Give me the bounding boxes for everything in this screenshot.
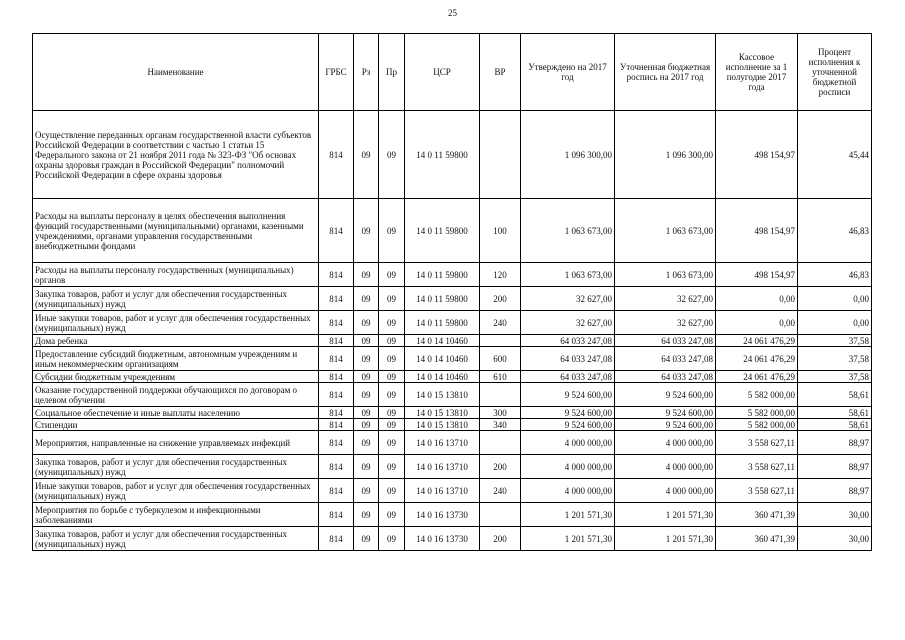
- table-row: [33, 371, 872, 383]
- row-name-cell: Дома ребенка: [33, 335, 319, 347]
- row-vr-cell: 200: [480, 455, 521, 479]
- row-grbs-cell: 814: [319, 311, 354, 335]
- row-csr-cell: 14 0 15 13810: [405, 407, 480, 419]
- row-grbs-cell: 814: [319, 455, 354, 479]
- row-rz-cell: 09: [354, 383, 379, 407]
- table-row: [33, 347, 872, 371]
- row-name-cell: Иные закупки товаров, работ и услуг для обеспечения государственных (муниципальных) нужд: [33, 311, 319, 335]
- table-row: [33, 479, 872, 503]
- row-cash-cell: 24 061 476,29: [716, 371, 798, 383]
- row-refined-cell: 1 201 571,30: [615, 503, 716, 527]
- row-csr-cell: 14 0 11 59800: [405, 311, 480, 335]
- row-pr-cell: 09: [379, 479, 405, 503]
- row-grbs-cell: 814: [319, 527, 354, 551]
- row-vr-cell: 600: [480, 347, 521, 371]
- row-name-cell: Социальное обеспечение и иные выплаты населению: [33, 407, 319, 419]
- row-grbs-cell: 814: [319, 407, 354, 419]
- table-row: [33, 419, 872, 431]
- row-percent-cell: 46,83: [798, 199, 872, 263]
- row-approved-cell: 32 627,00: [521, 287, 615, 311]
- row-percent-cell: 30,00: [798, 527, 872, 551]
- row-percent-cell: 0,00: [798, 287, 872, 311]
- row-csr-cell: 14 0 11 59800: [405, 111, 480, 199]
- row-vr-cell: 340: [480, 419, 521, 431]
- row-approved-cell: 1 063 673,00: [521, 199, 615, 263]
- row-csr-cell: 14 0 16 13710: [405, 455, 480, 479]
- row-percent-cell: 0,00: [798, 311, 872, 335]
- row-refined-cell: 1 063 673,00: [615, 263, 716, 287]
- row-rz-cell: 09: [354, 287, 379, 311]
- row-pr-cell: 09: [379, 263, 405, 287]
- row-approved-cell: 1 096 300,00: [521, 111, 615, 199]
- header-pr: Пр: [379, 34, 405, 111]
- row-approved-cell: 32 627,00: [521, 311, 615, 335]
- row-name-cell: Осуществление переданных органам государственной власти субъектов Российской Федерации в соответствии с частью 1 статьи 15 Федерального закона от 21 ноября 2011 года № 323-ФЗ "Об основах охраны здоровья граждан в Российской Федерации" полномочий Российской Федерации в сфере охраны здоровья: [33, 111, 319, 199]
- row-pr-cell: 09: [379, 503, 405, 527]
- row-percent-cell: 88,97: [798, 479, 872, 503]
- row-pr-cell: 09: [379, 311, 405, 335]
- row-cash-cell: 5 582 000,00: [716, 407, 798, 419]
- row-refined-cell: 9 524 600,00: [615, 383, 716, 407]
- header-rz: Рз: [354, 34, 379, 111]
- table-row: [33, 431, 872, 455]
- row-refined-cell: 32 627,00: [615, 287, 716, 311]
- row-cash-cell: 360 471,39: [716, 527, 798, 551]
- row-grbs-cell: 814: [319, 287, 354, 311]
- row-vr-cell: [480, 503, 521, 527]
- row-grbs-cell: 814: [319, 383, 354, 407]
- row-rz-cell: 09: [354, 479, 379, 503]
- row-rz-cell: 09: [354, 335, 379, 347]
- row-grbs-cell: 814: [319, 431, 354, 455]
- row-pr-cell: 09: [379, 419, 405, 431]
- row-rz-cell: 09: [354, 371, 379, 383]
- row-rz-cell: 09: [354, 407, 379, 419]
- table-header-row: [33, 34, 872, 111]
- row-cash-cell: 24 061 476,29: [716, 335, 798, 347]
- row-cash-cell: 498 154,97: [716, 263, 798, 287]
- row-cash-cell: 498 154,97: [716, 111, 798, 199]
- row-rz-cell: 09: [354, 111, 379, 199]
- row-cash-cell: 5 582 000,00: [716, 383, 798, 407]
- row-csr-cell: 14 0 11 59800: [405, 287, 480, 311]
- row-percent-cell: 45,44: [798, 111, 872, 199]
- row-rz-cell: 09: [354, 263, 379, 287]
- row-csr-cell: 14 0 16 13710: [405, 431, 480, 455]
- row-grbs-cell: 814: [319, 111, 354, 199]
- table-row: [33, 263, 872, 287]
- row-csr-cell: 14 0 11 59800: [405, 199, 480, 263]
- row-vr-cell: 120: [480, 263, 521, 287]
- row-refined-cell: 1 201 571,30: [615, 527, 716, 551]
- row-pr-cell: 09: [379, 527, 405, 551]
- row-vr-cell: [480, 383, 521, 407]
- row-vr-cell: 240: [480, 479, 521, 503]
- row-vr-cell: [480, 111, 521, 199]
- header-cash: Кассовое исполнение за 1 полугодие 2017 года: [716, 34, 798, 111]
- row-refined-cell: 4 000 000,00: [615, 479, 716, 503]
- row-csr-cell: 14 0 14 10460: [405, 335, 480, 347]
- row-name-cell: Предоставление субсидий бюджетным, автономным учреждениям и иным некоммерческим организациям: [33, 347, 319, 371]
- row-approved-cell: 1 201 571,30: [521, 527, 615, 551]
- table-row: [33, 199, 872, 263]
- header-csr: ЦСР: [405, 34, 480, 111]
- row-rz-cell: 09: [354, 311, 379, 335]
- row-grbs-cell: 814: [319, 263, 354, 287]
- row-pr-cell: 09: [379, 335, 405, 347]
- row-percent-cell: 46,83: [798, 263, 872, 287]
- row-grbs-cell: 814: [319, 479, 354, 503]
- row-approved-cell: 1 201 571,30: [521, 503, 615, 527]
- row-percent-cell: 37,58: [798, 371, 872, 383]
- row-vr-cell: 200: [480, 527, 521, 551]
- row-refined-cell: 1 063 673,00: [615, 199, 716, 263]
- row-approved-cell: 4 000 000,00: [521, 479, 615, 503]
- row-csr-cell: 14 0 16 13730: [405, 527, 480, 551]
- table-row: [33, 111, 872, 199]
- row-csr-cell: 14 0 14 10460: [405, 371, 480, 383]
- row-rz-cell: 09: [354, 347, 379, 371]
- row-percent-cell: 37,58: [798, 347, 872, 371]
- budget-table: [32, 33, 872, 551]
- row-name-cell: Расходы на выплаты персоналу государственных (муниципальных) органов: [33, 263, 319, 287]
- header-vr: ВР: [480, 34, 521, 111]
- row-name-cell: Мероприятия, направленные на снижение управляемых инфекций: [33, 431, 319, 455]
- row-refined-cell: 9 524 600,00: [615, 407, 716, 419]
- row-approved-cell: 4 000 000,00: [521, 431, 615, 455]
- row-name-cell: Оказание государственной поддержки обучающихся по договорам о целевом обучении: [33, 383, 319, 407]
- row-grbs-cell: 814: [319, 335, 354, 347]
- row-vr-cell: 300: [480, 407, 521, 419]
- row-cash-cell: 24 061 476,29: [716, 347, 798, 371]
- row-approved-cell: 64 033 247,08: [521, 347, 615, 371]
- row-refined-cell: 4 000 000,00: [615, 431, 716, 455]
- row-grbs-cell: 814: [319, 419, 354, 431]
- row-rz-cell: 09: [354, 431, 379, 455]
- row-pr-cell: 09: [379, 431, 405, 455]
- row-csr-cell: 14 0 15 13810: [405, 383, 480, 407]
- table-row: [33, 503, 872, 527]
- row-percent-cell: 88,97: [798, 431, 872, 455]
- row-cash-cell: 0,00: [716, 287, 798, 311]
- table-row: [33, 407, 872, 419]
- row-percent-cell: 88,97: [798, 455, 872, 479]
- page-number: 25: [448, 8, 457, 18]
- row-approved-cell: 1 063 673,00: [521, 263, 615, 287]
- row-percent-cell: 58,61: [798, 407, 872, 419]
- table-row: [33, 311, 872, 335]
- row-pr-cell: 09: [379, 383, 405, 407]
- header-percent: Процент исполнения к уточненной бюджетной росписи: [798, 34, 872, 111]
- row-pr-cell: 09: [379, 287, 405, 311]
- header-approved: Утверждено на 2017 год: [521, 34, 615, 111]
- table-row: [33, 335, 872, 347]
- header-refined: Уточненная бюджетная роспись на 2017 год: [615, 34, 716, 111]
- table-row: [33, 455, 872, 479]
- row-cash-cell: 498 154,97: [716, 199, 798, 263]
- row-refined-cell: 64 033 247,08: [615, 371, 716, 383]
- row-grbs-cell: 814: [319, 347, 354, 371]
- row-approved-cell: 4 000 000,00: [521, 455, 615, 479]
- row-name-cell: Иные закупки товаров, работ и услуг для обеспечения государственных (муниципальных) нужд: [33, 479, 319, 503]
- row-cash-cell: 3 558 627,11: [716, 455, 798, 479]
- row-name-cell: Закупка товаров, работ и услуг для обеспечения государственных (муниципальных) нужд: [33, 527, 319, 551]
- row-rz-cell: 09: [354, 527, 379, 551]
- row-csr-cell: 14 0 16 13730: [405, 503, 480, 527]
- row-refined-cell: 64 033 247,08: [615, 347, 716, 371]
- row-cash-cell: 3 558 627,11: [716, 479, 798, 503]
- table-row: [33, 383, 872, 407]
- row-rz-cell: 09: [354, 199, 379, 263]
- row-rz-cell: 09: [354, 419, 379, 431]
- row-percent-cell: 58,61: [798, 383, 872, 407]
- row-csr-cell: 14 0 11 59800: [405, 263, 480, 287]
- row-csr-cell: 14 0 16 13710: [405, 479, 480, 503]
- row-refined-cell: 32 627,00: [615, 311, 716, 335]
- row-csr-cell: 14 0 15 13810: [405, 419, 480, 431]
- row-refined-cell: 4 000 000,00: [615, 455, 716, 479]
- row-percent-cell: 30,00: [798, 503, 872, 527]
- row-rz-cell: 09: [354, 503, 379, 527]
- row-pr-cell: 09: [379, 407, 405, 419]
- row-name-cell: Мероприятия по борьбе с туберкулезом и инфекционными заболеваниями: [33, 503, 319, 527]
- row-pr-cell: 09: [379, 347, 405, 371]
- row-name-cell: Закупка товаров, работ и услуг для обеспечения государственных (муниципальных) нужд: [33, 455, 319, 479]
- table-row: [33, 527, 872, 551]
- row-approved-cell: 64 033 247,08: [521, 371, 615, 383]
- row-pr-cell: 09: [379, 111, 405, 199]
- row-vr-cell: 100: [480, 199, 521, 263]
- row-name-cell: Закупка товаров, работ и услуг для обеспечения государственных (муниципальных) нужд: [33, 287, 319, 311]
- row-cash-cell: 360 471,39: [716, 503, 798, 527]
- row-vr-cell: 610: [480, 371, 521, 383]
- row-pr-cell: 09: [379, 455, 405, 479]
- row-pr-cell: 09: [379, 371, 405, 383]
- row-vr-cell: [480, 431, 521, 455]
- row-approved-cell: 64 033 247,08: [521, 335, 615, 347]
- row-approved-cell: 9 524 600,00: [521, 407, 615, 419]
- row-approved-cell: 9 524 600,00: [521, 419, 615, 431]
- row-grbs-cell: 814: [319, 371, 354, 383]
- row-grbs-cell: 814: [319, 199, 354, 263]
- row-cash-cell: 5 582 000,00: [716, 419, 798, 431]
- row-vr-cell: 200: [480, 287, 521, 311]
- row-csr-cell: 14 0 14 10460: [405, 347, 480, 371]
- row-pr-cell: 09: [379, 199, 405, 263]
- row-vr-cell: [480, 335, 521, 347]
- row-vr-cell: 240: [480, 311, 521, 335]
- row-refined-cell: 1 096 300,00: [615, 111, 716, 199]
- header-name: Наименование: [33, 34, 319, 111]
- row-rz-cell: 09: [354, 455, 379, 479]
- row-name-cell: Расходы на выплаты персоналу в целях обеспечения выполнения функций государственными (муниципальными) органами, казенными учреждениями, органами управления государственными внебюджетными фондами: [33, 199, 319, 263]
- header-grbs: ГРБС: [319, 34, 354, 111]
- table-row: [33, 287, 872, 311]
- row-name-cell: Субсидии бюджетным учреждениям: [33, 371, 319, 383]
- row-approved-cell: 9 524 600,00: [521, 383, 615, 407]
- row-cash-cell: 0,00: [716, 311, 798, 335]
- row-percent-cell: 37,58: [798, 335, 872, 347]
- row-refined-cell: 64 033 247,08: [615, 335, 716, 347]
- row-refined-cell: 9 524 600,00: [615, 419, 716, 431]
- row-percent-cell: 58,61: [798, 419, 872, 431]
- row-grbs-cell: 814: [319, 503, 354, 527]
- row-name-cell: Стипендии: [33, 419, 319, 431]
- row-cash-cell: 3 558 627,11: [716, 431, 798, 455]
